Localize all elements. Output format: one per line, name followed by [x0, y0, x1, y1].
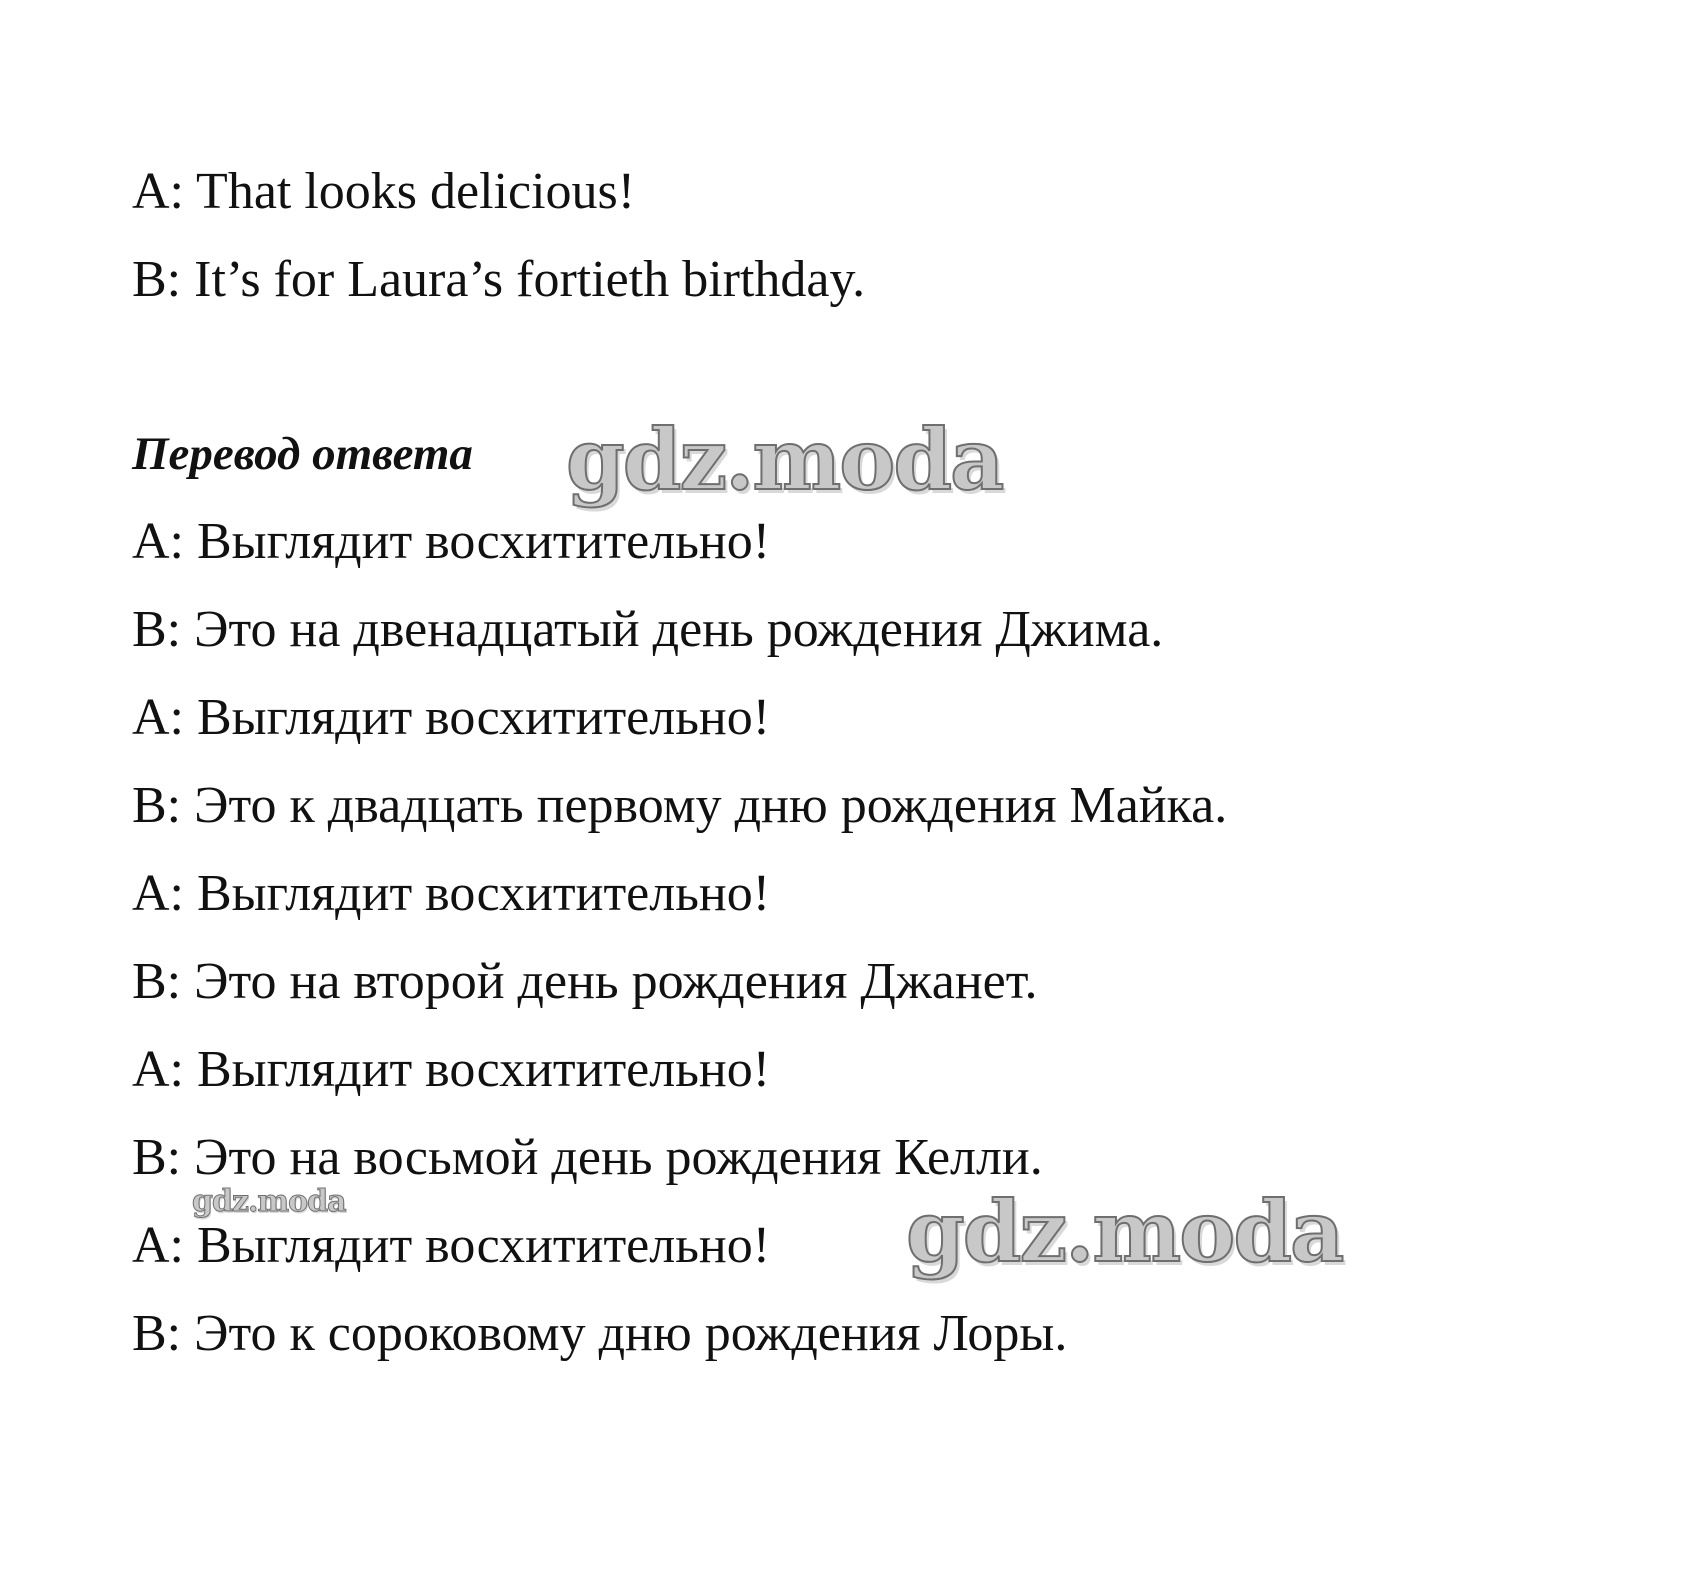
translation-line: B: Это к двадцать первому дню рождения Майка.: [132, 777, 1228, 834]
watermark-top: gdz.moda: [566, 410, 1003, 509]
dialogue-line: B: It’s for Laura’s fortieth birthday.: [132, 251, 866, 308]
dialogue-line: A: That looks delicious!: [132, 163, 636, 220]
translation-line: A: Выглядит восхитительно!: [132, 1041, 771, 1098]
translation-line: B: Это на двенадцатый день рождения Джима.: [132, 601, 1164, 658]
translation-line: A: Выглядит восхитительно!: [132, 1217, 771, 1274]
watermark-small: gdz.moda: [192, 1184, 346, 1219]
translation-line: B: Это к сороковому дню рождения Лоры.: [132, 1305, 1068, 1362]
translation-line: B: Это на второй день рождения Джанет.: [132, 953, 1038, 1010]
translation-line: A: Выглядит восхитительно!: [132, 513, 771, 570]
watermark-bottom: gdz.moda: [906, 1182, 1343, 1281]
translation-line: A: Выглядит восхитительно!: [132, 689, 771, 746]
translation-line: A: Выглядит восхитительно!: [132, 865, 771, 922]
translation-line: B: Это на восьмой день рождения Келли.: [132, 1129, 1043, 1186]
translation-heading: Перевод ответа: [132, 428, 473, 480]
